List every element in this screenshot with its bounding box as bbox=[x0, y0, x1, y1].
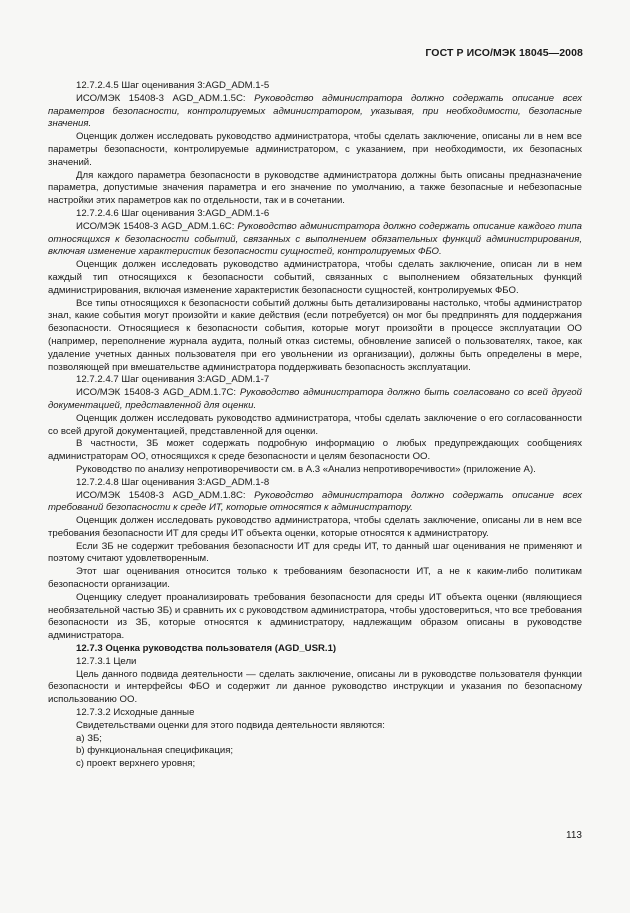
requirement-text: Руководство администратора должно содержать описание каждого типа относящихся к безопасности событий, связанных с выполнением обязательных функций администрирования, включая изменение характеристик безопасности сущностей, контролируемых ФБО. bbox=[48, 220, 582, 258]
paragraph: Цель данного подвида деятельности — сделать заключение, описаны ли в руководстве пользователя функции безопасности и интерфейсы ФБО и содержит ли данное руководство инструкции и указания по безопасному использованию ОО. bbox=[48, 668, 582, 706]
page-number: 113 bbox=[566, 830, 582, 841]
standard-reference: ИСО/МЭК 15408-3 AGD_ADM.1.6С: bbox=[76, 220, 238, 232]
standard-reference: ИСО/МЭК 15408-3 AGD_ADM.1.7С: bbox=[76, 387, 240, 399]
paragraph: 12.7.2.4.8 Шаг оценивания 3:AGD_ADM.1-8 bbox=[76, 476, 270, 488]
requirement-text: Руководство администратора должно содержать описание всех требований безопасности к среде ИТ, которые относятся к администратору. bbox=[48, 489, 582, 514]
paragraph: 12.7.2.4.7 Шаг оценивания 3:AGD_ADM.1-7 bbox=[76, 374, 270, 386]
paragraph bbox=[48, 387, 582, 413]
paragraph: b) функциональная спецификация; bbox=[76, 745, 234, 757]
paragraph: Оценщик должен исследовать руководство администратора, чтобы сделать заключение, описаны ли в нем все требования безопасности ИТ для среды ИТ объекта оценки, которые относятся к администратору. bbox=[48, 515, 582, 539]
standard-reference: ИСО/МЭК 15408-3 AGD_ADM.1.8С: bbox=[76, 489, 255, 501]
paragraph: а) ЗБ; bbox=[76, 732, 102, 744]
paragraph: 12.7.2.4.6 Шаг оценивания 3:AGD_ADM.1-6 bbox=[76, 207, 270, 219]
paragraph bbox=[48, 93, 582, 131]
paragraph: Оценщик должен исследовать руководство администратора, чтобы сделать заключение, описан ли в нем каждый тип относящихся к безопасности событий, связанных с выполнением обязательных функций администрирования, включая изменение характеристик безопасности сущностей, контролируемых ФБО. bbox=[48, 259, 582, 296]
page-header: ГОСТ Р ИСО/МЭК 18045—2008 bbox=[425, 47, 583, 59]
paragraph: 12.7.2.4.5 Шаг оценивания 3:AGD_ADM.1-5 bbox=[76, 80, 270, 91]
page-content bbox=[48, 80, 582, 771]
paragraph: Этот шаг оценивания относится только к требованиям безопасности ИТ, а не к каким-либо политикам безопасности организации. bbox=[48, 566, 582, 591]
standard-reference: ИСО/МЭК 15408-3 AGD_ADM.1.5С: bbox=[76, 92, 255, 104]
paragraph: Оценщик должен исследовать руководство администратора, чтобы сделать заключение о его согласованности со всей другой документацией, представленной для оценки. bbox=[48, 412, 582, 437]
paragraph: Если ЗБ не содержит требования безопасности ИТ для среды ИТ, то данный шаг оценивания не применяют и поэтому считают удовлетворенным. bbox=[48, 540, 582, 565]
paragraph: с) проект верхнего уровня; bbox=[76, 758, 196, 770]
paragraph: Свидетельствами оценки для этого подвида деятельности являются: bbox=[76, 719, 385, 731]
paragraph: 12.7.3.1 Цели bbox=[76, 655, 137, 667]
paragraph: Для каждого параметра безопасности в руководстве администратора должны быть описаны предназначение параметра, допустимые значения параметра и его значение по умолчанию, а также безопасные и небезопасные настройки этих параметров как по отдельности, так и в сочетании. bbox=[48, 169, 582, 207]
paragraph: Руководство по анализу непротиворечивости см. в А.3 «Анализ непротиворечивости» (приложение А). bbox=[76, 463, 536, 475]
paragraph: 12.7.3 Оценка руководства пользователя (AGD_USR.1) bbox=[76, 643, 337, 655]
paragraph: 12.7.3.2 Исходные данные bbox=[76, 707, 195, 719]
paragraph: Оценщик должен исследовать руководство администратора, чтобы сделать заключение, описаны ли в нем все параметры безопасности, контролируемые администратором, с указанием, при необходимости, их безопасных значений. bbox=[48, 131, 582, 168]
paragraph: Все типы относящихся к безопасности событий должны быть детализированы настолько, чтобы администратор знал, какие события могут произойти и какие действия (если потребуется) он мог бы предпринять для поддержания безопасности. Относящиеся к безопасности события, которые могут произойти в процессе эксплуатации ОО (например, переполнение журнала аудита, полный отказ системы, обновление записей о пользователях, такое, как удаление учетных данных пользователя при его увольнении из организации), должны быть определены в мере, позволяющей при вмешательстве администратора поддерживать безопасность эксплуатации. bbox=[48, 297, 582, 373]
paragraph: Оценщику следует проанализировать требования безопасности для среды ИТ объекта оценки (являющиеся необязательной частью ЗБ) и сравнить их с руководством администратора, чтобы удостовериться, что все требования безопасности из ЗБ, которые относятся к администратору, надлежащим образом описаны в руководстве администратора. bbox=[48, 591, 582, 642]
requirement-text: Руководство администратора должно содержать описание всех параметров безопасности, контролируемых администратором, указывая, при необходимости, безопасные значения. bbox=[48, 92, 582, 130]
paragraph bbox=[48, 221, 582, 259]
paragraph: В частности, ЗБ может содержать подробную информацию о любых предупреждающих сообщениях администраторам ОО, относящихся к среде безопасности и целям безопасности ОО. bbox=[48, 438, 582, 463]
requirement-text: Руководство администратора должно быть согласовано со всей другой документацией, представленной для оценки. bbox=[48, 387, 582, 411]
paragraph bbox=[48, 490, 582, 516]
